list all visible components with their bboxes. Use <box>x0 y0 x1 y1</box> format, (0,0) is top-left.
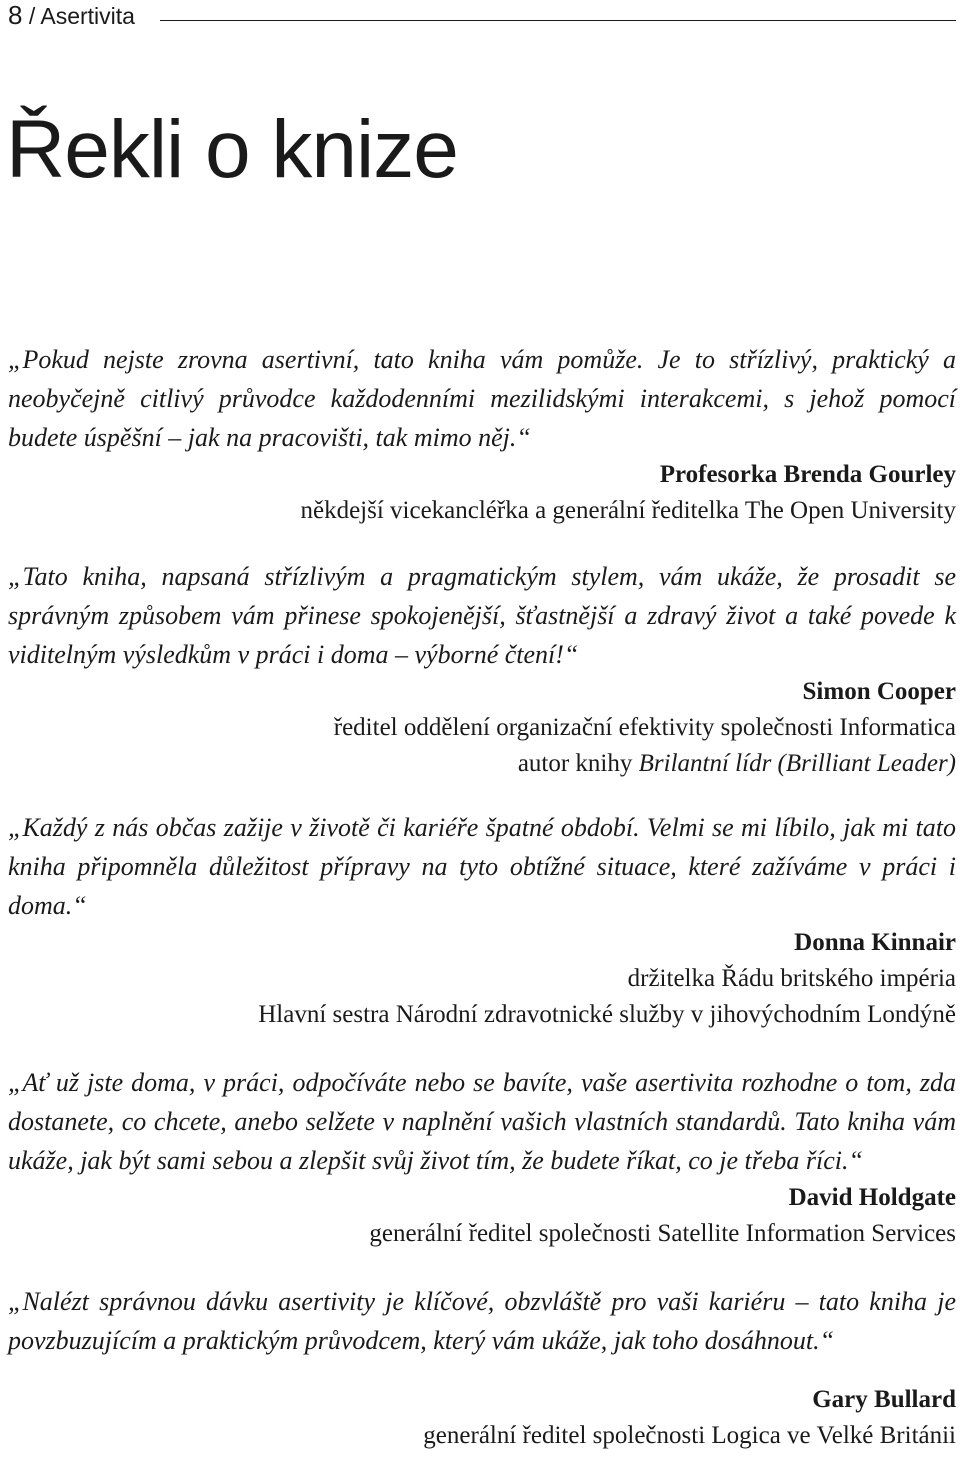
testimonial-quote: „Nalézt správnou dávku asertivity je klíčové, obzvláště pro vaši kariéru – tato kniha je povzbuzujícím a praktickým průvodcem, který vám ukáže, jak toho dosáhnout.“ <box>8 1287 956 1355</box>
testimonial-holdgate <box>8 1063 956 1252</box>
section-title: / Asertivita <box>28 3 135 29</box>
testimonial-kinnair <box>8 808 956 1033</box>
person-name: Simon Cooper <box>802 678 956 705</box>
attribution <box>8 1180 956 1252</box>
person-name: Gary Bullard <box>812 1386 956 1413</box>
testimonials-list <box>8 340 956 1454</box>
person-role: někdejší vicekancléřka a generální ředitelka The Open University <box>300 497 956 524</box>
attribution <box>8 1382 956 1454</box>
person-role: ředitel oddělení organizační efektivity společnosti Informatica <box>333 714 956 741</box>
book-title: Brilantní lídr (Brilliant Leader) <box>638 750 956 777</box>
testimonial-quote: „Tato kniha, napsaná střízlivým a pragmatickým stylem, vám ukáže, že prosadit se správným způsobem vám přinese spokojenější, šťastnější a zdravý život a také povede k viditelným výsledkům v práci i doma – výborné čtení!“ <box>8 562 956 669</box>
page-number: 8 <box>8 0 23 30</box>
person-name: Donna Kinnair <box>794 929 956 956</box>
attribution <box>8 925 956 1033</box>
book-credit <box>8 746 956 782</box>
person-name: Profesorka Brenda Gourley <box>659 461 956 488</box>
header-rule <box>160 20 956 21</box>
testimonial-quote: „Ať už jste doma, v práci, odpočíváte nebo se bavíte, vaše asertivita rozhodne o tom, zda dostanete, co chcete, anebo selžete v naplnění vašich vlastních standardů. Tato kniha vám ukáže, jak být sami sebou a zlepšit svůj život tím, že budete říkat, co je třeba říci.“ <box>8 1068 956 1175</box>
book-credit-prefix: autor knihy <box>517 750 639 777</box>
page-title: Řekli o knize <box>6 104 458 195</box>
person-role: Hlavní sestra Národní zdravotnické služby v jihovýchodním Londýně <box>258 1001 956 1028</box>
person-name: David Holdgate <box>788 1184 956 1211</box>
testimonial-cooper <box>8 557 956 782</box>
testimonial-quote: „Pokud nejste zrovna asertivní, tato kniha vám pomůže. Je to střízlivý, praktický a neobyčejně citlivý průvodce každodenními mezilidskými interakcemi, s jehož pomocí budete úspěšní – jak na pracovišti, tak mimo něj.“ <box>8 345 956 452</box>
testimonial-bullard <box>8 1282 956 1454</box>
attribution <box>8 457 956 529</box>
person-role: generální ředitel společnosti Satellite Information Services <box>369 1220 956 1247</box>
testimonial-quote: „Každý z nás občas zažije v životě či kariéře špatné období. Velmi se mi líbilo, jak mi tato kniha připomněla důležitost přípravy na tyto obtížné situace, které zažíváme v práci i doma.“ <box>8 813 956 920</box>
person-role: generální ředitel společnosti Logica ve Velké Británii <box>423 1422 956 1449</box>
testimonial-gourley <box>8 340 956 529</box>
running-head <box>8 0 956 36</box>
attribution <box>8 674 956 782</box>
person-role: držitelka Řádu britského impéria <box>627 965 956 992</box>
